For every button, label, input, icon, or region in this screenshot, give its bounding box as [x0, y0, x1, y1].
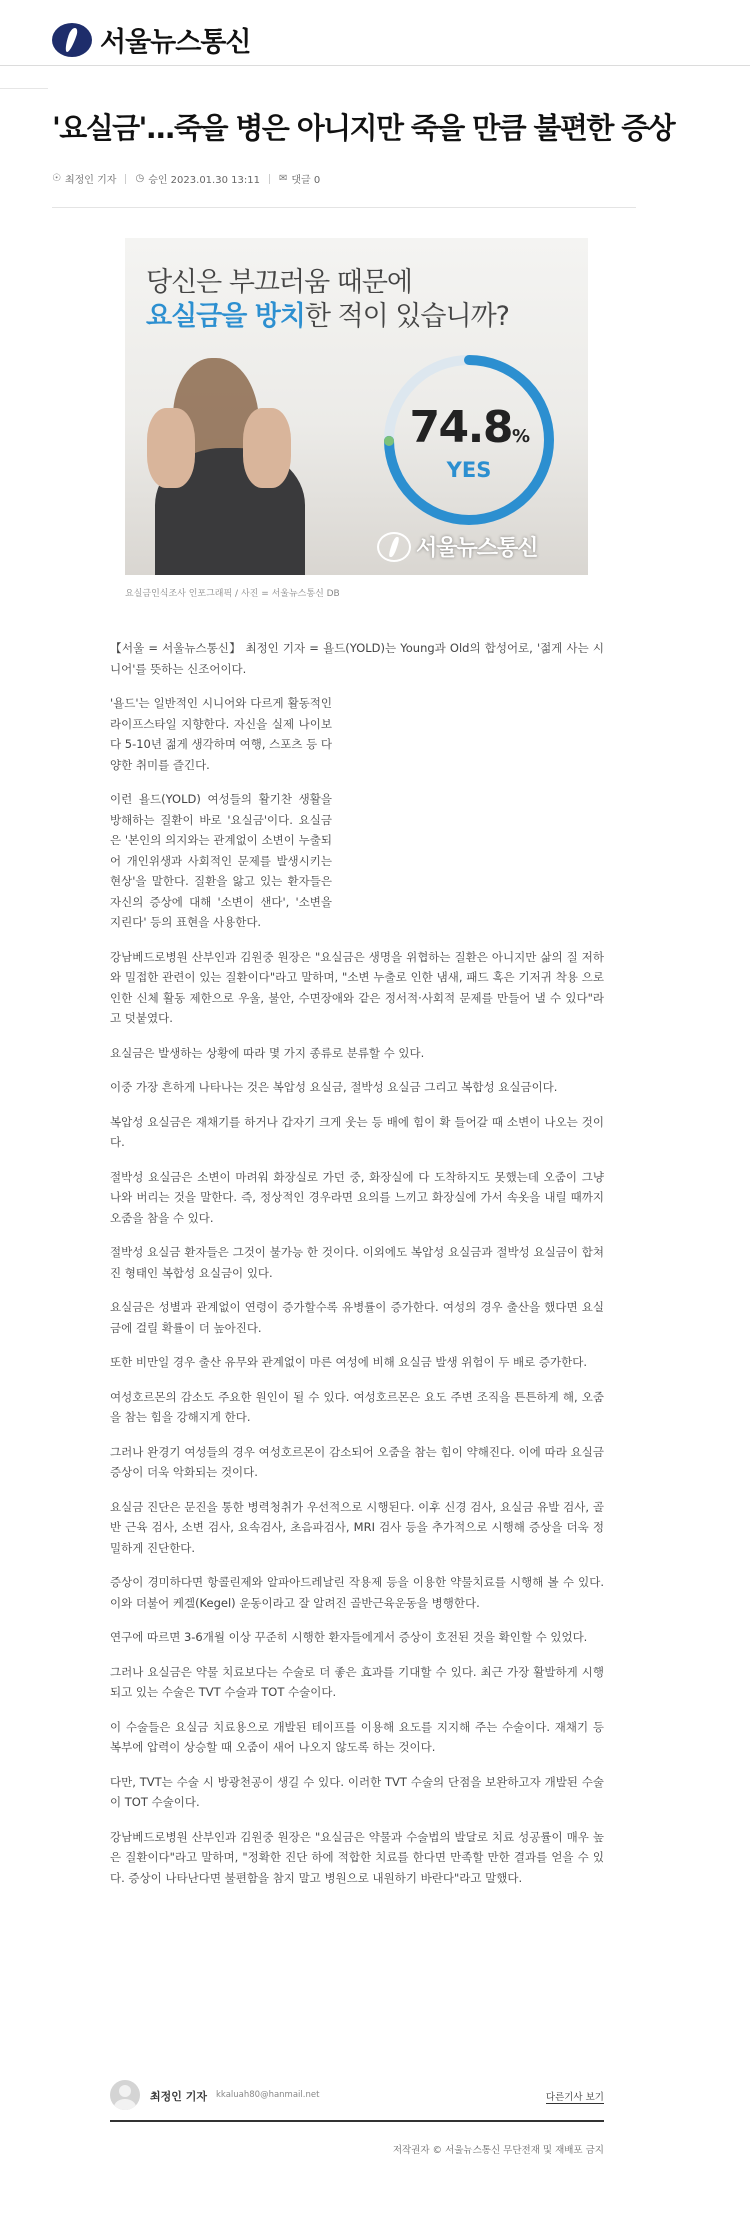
article-paragraph: 이 수술들은 요실금 치료용으로 개발된 테이프를 이용해 요도를 지지해 주는 수술이다. 재채기 등 복부에 압력이 상승할 때 오줌이 새어 나오지 않도록 하는 것이다. [110, 1719, 604, 1754]
meta-approved [135, 171, 260, 186]
article-paragraph: 강남베드로병원 산부인과 김원중 원장은 "요실금은 생명을 위협하는 질환은 아니지만 삶의 질 저하와 밀접한 관련이 있는 질환이다"라고 말하며, "소변 누출로 인한 냄새, 패드 혹은 기저귀 착용 으로 인한 신체 활동 제한으로 우울, 불안, 수면장애와 같은 정서적·사회적 문제를 만들어 낼 수 있다"라고 덧붙였다. [110, 949, 604, 1025]
meta-reporter [52, 171, 116, 186]
article-paragraph: 이중 가장 흔하게 나타나는 것은 복압성 요실금, 절박성 요실금 그리고 복합성 요실금이다. [110, 1080, 558, 1094]
author-email[interactable]: kkaluah80@hanmail.net [216, 2090, 320, 2100]
copyright-notice: 저작권자 © 서울뉴스통신 무단전재 및 재배포 금지 [392, 2145, 604, 2156]
article-paragraph: 【서울 = 서울뉴스통신】 최정인 기자 = 욜드(YOLD)는 Young과 Old의 합성어로, '젊게 사는 시니어'를 뜻하는 신조어이다. [110, 641, 604, 676]
article-paragraph: '욜드'는 일반적인 시니어와 다르게 활동적인 라이프스타일 지향한다. 자신을 실제 나이보다 5-10년 젊게 생각하며 여행, 스포츠 등 다양한 취미를 즐긴다. [110, 696, 332, 772]
article-meta [52, 171, 320, 186]
image-watermark [377, 531, 538, 562]
article-paragraph: 복압성 요실금은 재채기를 하거나 갑자기 크게 웃는 등 배에 힘이 확 들어갈 때 소변이 나오는 것이다. [110, 1114, 604, 1149]
woman-holding-head-illustration [125, 338, 325, 575]
site-logo[interactable] [52, 20, 251, 59]
percent-unit: % [512, 426, 529, 447]
watermark-text: 서울뉴스통신 [416, 536, 538, 561]
article-paragraph: 다만, TVT는 수술 시 방광천공이 생길 수 있다. 이러한 TVT 수술의 단점을 보완하고자 개발된 수술이 TOT 수술이다. [110, 1774, 604, 1809]
percent-value [377, 402, 561, 453]
answer-label: YES [446, 458, 492, 482]
article-paragraph: 절박성 요실금은 소변이 마려워 화장실로 가던 중, 화장실에 다 도착하지도 못했는데 오줌이 그냥 나와 버리는 것을 말한다. 즉, 정상적인 경우라면 요의를 느끼고 화장실에 가서 속옷을 내릴 때까지 오줌을 참을 수 있다. [110, 1169, 604, 1225]
article-title: '요실금'...죽을 병은 아니지만 죽을 만큼 불편한 증상 [52, 111, 675, 145]
avatar [110, 2080, 140, 2110]
image-question-line2 [146, 294, 509, 333]
meta-separator [269, 174, 270, 184]
article-paragraph: 요실금은 발생하는 상황에 따라 몇 가지 종류로 분류할 수 있다. [110, 1045, 425, 1060]
percent-number: 74.8 [409, 402, 512, 453]
clock-icon: ◷ [135, 173, 145, 184]
site-header [0, 0, 750, 66]
comment-icon: ✉ [278, 173, 288, 184]
article-paragraph: 또한 비만일 경우 출산 유무와 관계없이 마른 여성에 비해 요실금 발생 위험이 두 배로 증가한다. [110, 1355, 587, 1369]
article-paragraph: 여성호르몬의 감소도 주요한 원인이 될 수 있다. 여성호르몬은 요도 주변 조직을 튼튼하게 해, 오줌을 참는 힘을 강해지게 한다. [110, 1389, 604, 1424]
image-question-highlight: 요실금을 방치 [146, 301, 305, 332]
meta-separator [125, 174, 126, 184]
article-paragraph: 강남베드로병원 산부인과 김원중 원장은 "요실금은 약물과 수술법의 발달로 치료 성공률이 매우 높은 질환이다"라고 말하며, "정확한 진단 하에 적합한 치료를 한다면 만족할 만한 결과를 얻을 수 있다. 증상이 나타난다면 불편함을 참지 말고 병원으로 내원하기 바란다"라고 말했다. [110, 1829, 604, 1885]
percent-ring [377, 348, 561, 536]
image-caption: 요실금인식조사 인포그래픽 / 사진 = 서울뉴스통신 DB [125, 589, 340, 599]
meta-comments[interactable] [279, 171, 320, 186]
site-name: 서울뉴스통신 [100, 27, 251, 58]
article-paragraph: 절박성 요실금 환자들은 그것이 불가능 한 것이다. 이외에도 복압성 요실금과 절박성 요실금이 합쳐진 형태인 복합성 요실금이 있다. [110, 1245, 604, 1280]
logo-mark-icon [52, 23, 92, 57]
article-paragraph: 요실금 진단은 문진을 통한 병력청취가 우선적으로 시행된다. 이후 신경 검사, 요실금 유발 검사, 골반 근육 검사, 소변 검사, 요속검사, 초음파검사, MRI 검사 등을 추가적으로 시행해 증상을 더욱 정밀하게 진단한다. [110, 1499, 604, 1555]
meta-approved-date: 승인 2023.01.30 13:11 [148, 175, 260, 186]
article-body [110, 638, 604, 1902]
article-paragraph: 증상이 경미하다면 항콜린제와 알파아드레날린 작용제 등을 이용한 약물치료를 시행해 볼 수 있다. 이와 더불어 케겔(Kegel) 운동이라고 잘 알려진 골반근육운동을 병행한다. [110, 1575, 604, 1610]
article-paragraph: 그러나 완경기 여성들의 경우 여성호르몬이 감소되어 오줌을 참는 힘이 약해진다. 이에 따라 요실금 증상이 더욱 악화되는 것이다. [110, 1444, 604, 1479]
person-icon: ☉ [52, 173, 61, 184]
article-image [125, 238, 588, 575]
meta-comments-count: 댓글 0 [291, 175, 321, 186]
author-byline [110, 2076, 604, 2122]
title-divider [52, 207, 636, 208]
more-articles-link[interactable]: 다른기사 보기 [546, 2089, 604, 2104]
header-divider [0, 88, 48, 89]
image-question-line1: 당신은 부끄러움 때문에 [146, 267, 412, 298]
image-question-rest: 한 적이 있습니까? [304, 301, 509, 332]
article-paragraph: 요실금은 성별과 관계없이 연령이 증가할수록 유병률이 증가한다. 여성의 경우 출산을 했다면 요실금에 걸릴 확률이 더 높아진다. [110, 1300, 604, 1335]
author-name: 최정인 기자 [150, 2090, 207, 2103]
meta-reporter-name: 최정인 기자 [64, 175, 117, 186]
article-paragraph: 이런 욜드(YOLD) 여성들의 활기찬 생활을 방해하는 질환이 바로 '요실금'이다. 요실금은 '본인의 의지와는 관계없이 소변이 누출되어 개인위생과 사회적인 문제를 발생시키는 현상'을 말한다. 질환을 앓고 있는 환자들은 자신의 증상에 대해 '소변이 샌다', '소변을 지린다' 등의 표현을 사용한다. [110, 792, 332, 929]
watermark-logo-icon [377, 532, 411, 562]
article-paragraph: 그러나 요실금은 약물 치료보다는 수술로 더 좋은 효과를 기대할 수 있다. 최근 가장 활발하게 시행되고 있는 수술은 TVT 수술과 TOT 수술이다. [110, 1664, 604, 1699]
article-paragraph: 연구에 따르면 3-6개월 이상 꾸준히 시행한 환자들에게서 증상이 호전된 것을 확인할 수 있었다. [110, 1630, 588, 1644]
